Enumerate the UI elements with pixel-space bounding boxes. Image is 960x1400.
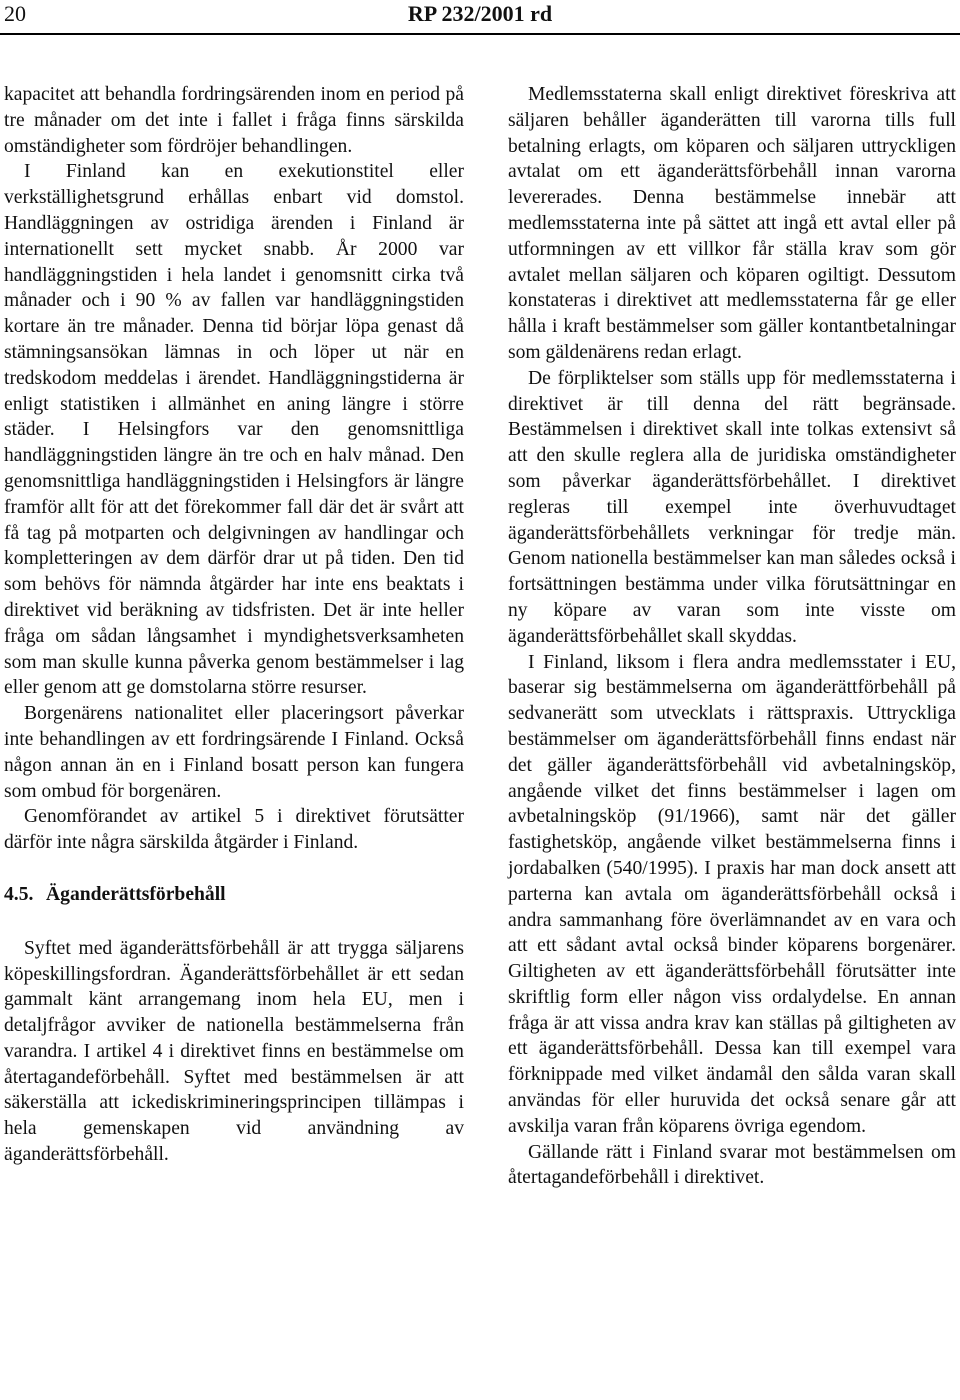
paragraph: De förpliktelser som ställs upp för medlemsstaterna i direktivet är till denna del rätt begränsade. Bestämmelsen i direktivet skall inte tolkas extensivt så att den skulle reglera alla de juridiska omständigheter som påverkar äganderättsförbehållet. I direktivet regleras till exempel inte överhuvudtaget äganderättsförbehållets verkningar för tredje män. Genom nationella bestämmelser kan man således också i fortsättningen bestämma under vilka förutsättningar en ny köpare av varan som inte visste om äganderättsförbehållet skall skyddas. — [508, 367, 956, 647]
document-id: RP 232/2001 rd — [407, 1, 553, 26]
section-title: Äganderättsförbehåll — [46, 883, 226, 905]
right-column — [508, 82, 956, 1191]
paragraph: I Finland, liksom i flera andra medlemsstater i EU, baserar sig bestämmelserna om äganderättförbehåll på sedvanerätt som utvecklats i rättspraxis. Uttryckliga bestämmelser om äganderättsförbehåll finns endast när det gäller äganderättsförbehåll vid avbetalningsköp, angående vilket det finns bestämmelser i lagen om avbetalningsköp (91/1966), samt när det gäller fastighetsköp, angående vilket bestämmelserna finns i jordabalken (540/1995). I praxis har man dock ansett att parterna kan avtala om äganderättsförbehåll också i andra sammanhang före överlämnandet av en vara och att ett sådant avtal också binder köparens borgenärer. Giltigheten av ett äganderättsförbehåll förutsätter inte skriftlig form eller någon viss ordalydelse. En annan fråga är att vissa andra krav kan ställas på giltigheten av ett äganderättsförbehåll. Dessa kan till exempel vara förknippade med vilket ändamål den sålda varan skall användas för eller huruvida det också senare går att avskilja varan från köparens övriga egendom. — [508, 651, 956, 1137]
page-header — [0, 0, 960, 30]
section-number: 4.5. — [4, 883, 34, 905]
section-heading — [4, 882, 464, 908]
left-column — [4, 82, 464, 1168]
paragraph: Gällande rätt i Finland svarar mot bestämmelsen om återtagandeförbehåll i direktivet. — [508, 1141, 956, 1189]
paragraph: Borgenärens nationalitet eller placeringsort påverkar inte behandlingen av ett fordringsärende I Finland. Också någon annan än en i Finland bosatt person kan fungera som ombud för borgenären. — [4, 703, 464, 802]
paragraph: Syftet med äganderättsförbehåll är att trygga säljarens köpeskillingsfordran. Äganderättsförbehållet är ett sedan gammalt känt arrangemang inom hela EU, men i detaljfrågor avviker de nationella bestämmelserna från varandra. I artikel 4 i direktivet finns en bestämmelse om återtagandeförbehåll. Syftet med bestämmelsen är att säkerställa att ickediskrimineringsprincipen tillämpas i hela gemenskapen vid användning av äganderättsförbehåll. — [4, 937, 464, 1166]
paragraph: I Finland kan en exekutionstitel eller verkställighetsgrund erhållas enbart vid domstol. Handläggningen av ostridiga ärenden i Finland är internationellt sett mycket snabb. År 2000 var handläggningstiden i hela landet i genomsnitt cirka två månader och i 90 % av fallen var handläggningstiden kortare än tre månader. Denna tid börjar löpa genast då stämningsansökan lämnas in och löper ut när en tredskodom meddelas i ärendet. Handläggningstiderna är enligt statistiken i allmänhet en aning längre i större städer. I Helsingfors var den genomsnittliga handläggningstiden längre än tre och en halv månad. Den genomsnittliga handläggningstiden i Helsingfors är längre framför allt för att det förekommer fall där det är svårt att få tag på motparten och delgivningen av handlingar och kompletteringen av dem därför drar ut på tiden. Den tid som behövs för nämnda åtgärder har inte ens beaktats i direktivet vid beräkning av tidsfristen. Det är inte heller fråga om sådan långsamhet i myndighetsverksamheten som man skulle kunna påverka genom bestämmelser i lag eller genom att ge domstolarna större resurser. — [4, 161, 464, 699]
paragraph: kapacitet att behandla fordringsärenden inom en period på tre månader om det inte i fallet i fråga finns särskilda omständigheter som fördröjer behandlingen. — [4, 84, 464, 157]
paragraph: Medlemsstaterna skall enligt direktivet föreskriva att säljaren behåller äganderätten till varorna tills full betalning erlagts, om köparen och säljaren uttryckligen avtalat om ett äganderättsförbehåll innan varorna levererades. Denna bestämmelse innebär att medlemsstaterna inte på sättet att ingå ett avtal eller på utformningen av ett villkor får ställa krav som gör avtalet mellan säljaren och köparen ogiltigt. Dessutom konstateras i direktivet att medlemsstaterna får ge eller hålla i kraft bestämmelser som gäller kontantbetalningar som gäldenärens redan erlagt. — [508, 84, 956, 363]
page-number: 20 — [4, 1, 26, 26]
paragraph: Genomförandet av artikel 5 i direktivet förutsätter därför inte några särskilda åtgärder i Finland. — [4, 806, 464, 854]
header-rule — [0, 33, 960, 35]
